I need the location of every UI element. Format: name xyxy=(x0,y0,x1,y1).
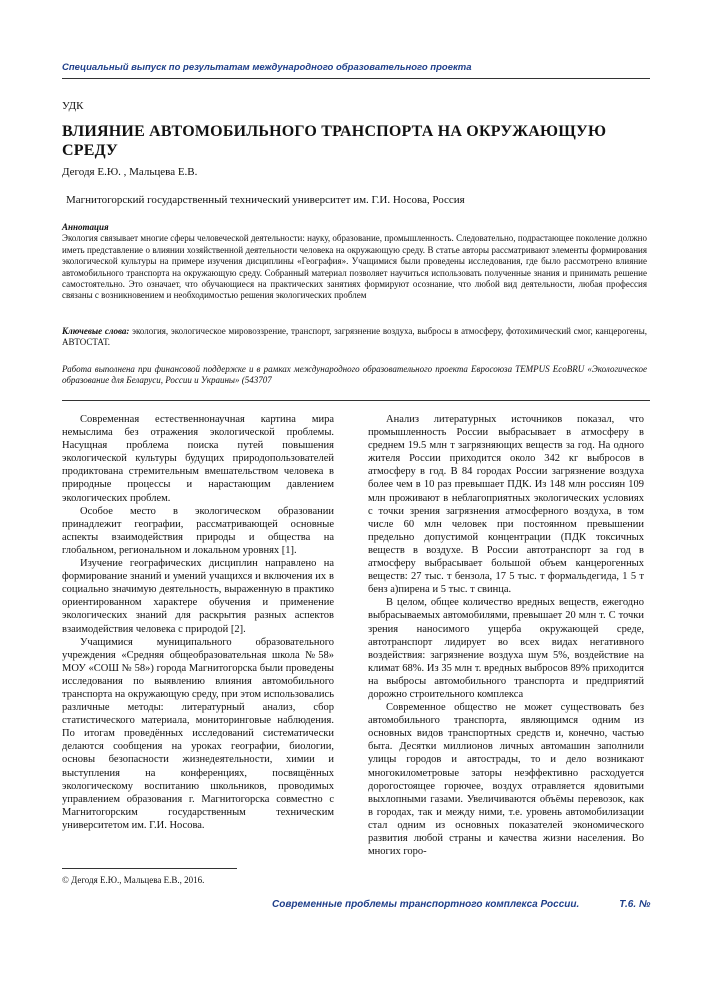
abstract xyxy=(62,222,647,302)
running-header: Специальный выпуск по результатам международного образовательного проекта xyxy=(62,62,472,73)
paragraph: Особое место в экологическом образовании принадлежит географии, рассматривающей основные аспекты взаимодействия природы и общества на глобальном, региональном и локальном уровнях [1]. xyxy=(62,505,334,556)
header-rule xyxy=(62,78,650,79)
abstract-text: Экология связывает многие сферы человеческой деятельности: науку, образование, промышленность. Следовательно, подрастающее поколение должно иметь представление о влиянии хозяйственной деятельности человека на окружающую среду. В статье авторы рассматривают элементы формирования экологической культуры на примере изучения дисциплины «География». Учащимися были проведены исследования, где было рассмотрено влияние автомобильного транспорта на окружающую среду. Собранный материал позволяет научиться использовать полученные знания и принимать решение самостоятельно. Это означает, что обучающиеся на практических занятиях формируют осознание, что любой вид деятельности, любая профессия связаны с возникновением и необходимостью решения экологических проблем xyxy=(62,233,647,301)
abstract-label: Аннотация xyxy=(62,222,109,232)
paragraph: Современная естественнонаучная картина мира немыслима без отражения экологической проблемы. Насущная проблема поиска путей повышения экологической культуры будущих природопользователей продиктована стремительным вмешательством человека в природные процессы и нарастающим давлением экологических проблем. xyxy=(62,414,334,504)
udk-label: УДК xyxy=(62,100,84,112)
footnote-rule xyxy=(62,868,237,869)
article-title: ВЛИЯНИЕ АВТОМОБИЛЬНОГО ТРАНСПОРТА НА ОКРУЖАЮЩУЮ СРЕДУ xyxy=(62,123,607,159)
journal-name: Современные проблемы транспортного комплекса России. xyxy=(272,899,580,910)
affiliation: Магнитогорский государственный технический университет им. Г.И. Носова, Россия xyxy=(66,194,465,206)
body-rule xyxy=(62,400,650,401)
keywords xyxy=(62,326,647,349)
keywords-text: экология, экологическое мировоззрение, транспорт, загрязнение воздуха, выбросы в атмосферу, фотохимический смог, канцерогены, АВТОСТАТ. xyxy=(62,326,648,348)
paragraph: Современное общество не может существовать без автомобильного транспорта, являющимся одним из основных видов транспортных средств и, конечно, частью быта. Десятки миллионов личных автомашин заполнили улицы городов и автострады, то и дело возникают многокилометровые заторы неэффективно расходуется дорогостоящее горючее, воздух отравляется ядовитыми выхлопными газами. Увеличиваются объёмы перевозок, как в городах, так и между ними, т.е. уровень автомобилизации стал одним из основных показателей экономического развития любой страны и качества жизни населения. Во многих горо- xyxy=(368,702,644,858)
footnote: © Дегодя Е.Ю., Мальцева Е.В., 2016. xyxy=(62,875,205,885)
right-column xyxy=(368,413,644,858)
left-column xyxy=(62,413,334,832)
grant-note: Работа выполнена при финансовой поддержке и в рамках международного образовательного проекта Евросоюза TEMPUS EcoBRU «Экологическое образование для Беларуси, России и Украины» (543707 xyxy=(62,364,647,386)
paragraph: В целом, общее количество вредных веществ, ежегодно выбрасываемых автомобилями, превышает 20 млн т. С точки зрения наносимого ущерба окружающей среде, автотранспорт лидирует во всех видах негативного воздействия: загрязнение воздуха шум 5%, воздействие на климат 68%. Из 35 млн т. вредных выбросов 89% приходится на выбросы автомобильного транспорта и предприятий дорожно строительного комплекса xyxy=(368,597,644,700)
keywords-label: Ключевые слова: xyxy=(62,326,130,336)
paragraph: Изучение географических дисциплин направлено на формирование знаний и умений учащихся и включения их в социально значимую деятельность, выраженную в практико ориентированном характере обучения и применение экологических знаний для раскрытия разных аспектов взаимодействия человека с природой [2]. xyxy=(62,558,334,635)
volume-label: Т.6. № xyxy=(619,899,651,910)
authors: Дегодя Е.Ю. , Мальцева Е.В. xyxy=(62,166,198,178)
paragraph: Анализ литературных источников показал, что промышленность России выбрасывает в атмосферу в среднем 19.5 млн т загрязняющих веществ за год. На одного жителя России приходится около 342 кг выбросов в атмосферу в год. В 84 городах России загрязнение воздуха более чем в 10 раз превышает ПДК. Из 148 млн россиян 109 млн проживают в неблагоприятных экологических условиях с точки зрения загрязнения атмосферного воздуха, в том числе 60 млн человек при постоянном превышении предельно допустимой концентрации (ПДК токсичных веществ в воздухе. В России автотранспорт за год в атмосферу выбрасывает большой объем канцерогенных веществ: 27 тыс. т бензола, 17 5 тыс. т формальдегида, 1 5 т бенз а)пирена и 5 тыс. т свинца. xyxy=(368,414,644,596)
paragraph: Учащимися муниципального образовательного учреждения «Средняя общеобразовательная школа №58» МОУ «СОШ № 58») города Магнитогорска были проведены исследования по выявлению влияния автомобильного транспорта на окружающую среду, при этом использовались различные методы: литературный анализ, сбор статистического материала, мониторинговые наблюдения. По итогам проведённых исследований систематически делаются сообщения на уроках географии, биологии, основы безопасности жизнедеятельности, химии и выступления на конференциях, посвящённых экологическому воспитанию школьников, проводимых управлением образования г. Магнитогорска совместно с Магнитогорским государственным техническим университетом им. Г.И. Носова. xyxy=(62,636,334,831)
page-footer xyxy=(272,899,650,910)
